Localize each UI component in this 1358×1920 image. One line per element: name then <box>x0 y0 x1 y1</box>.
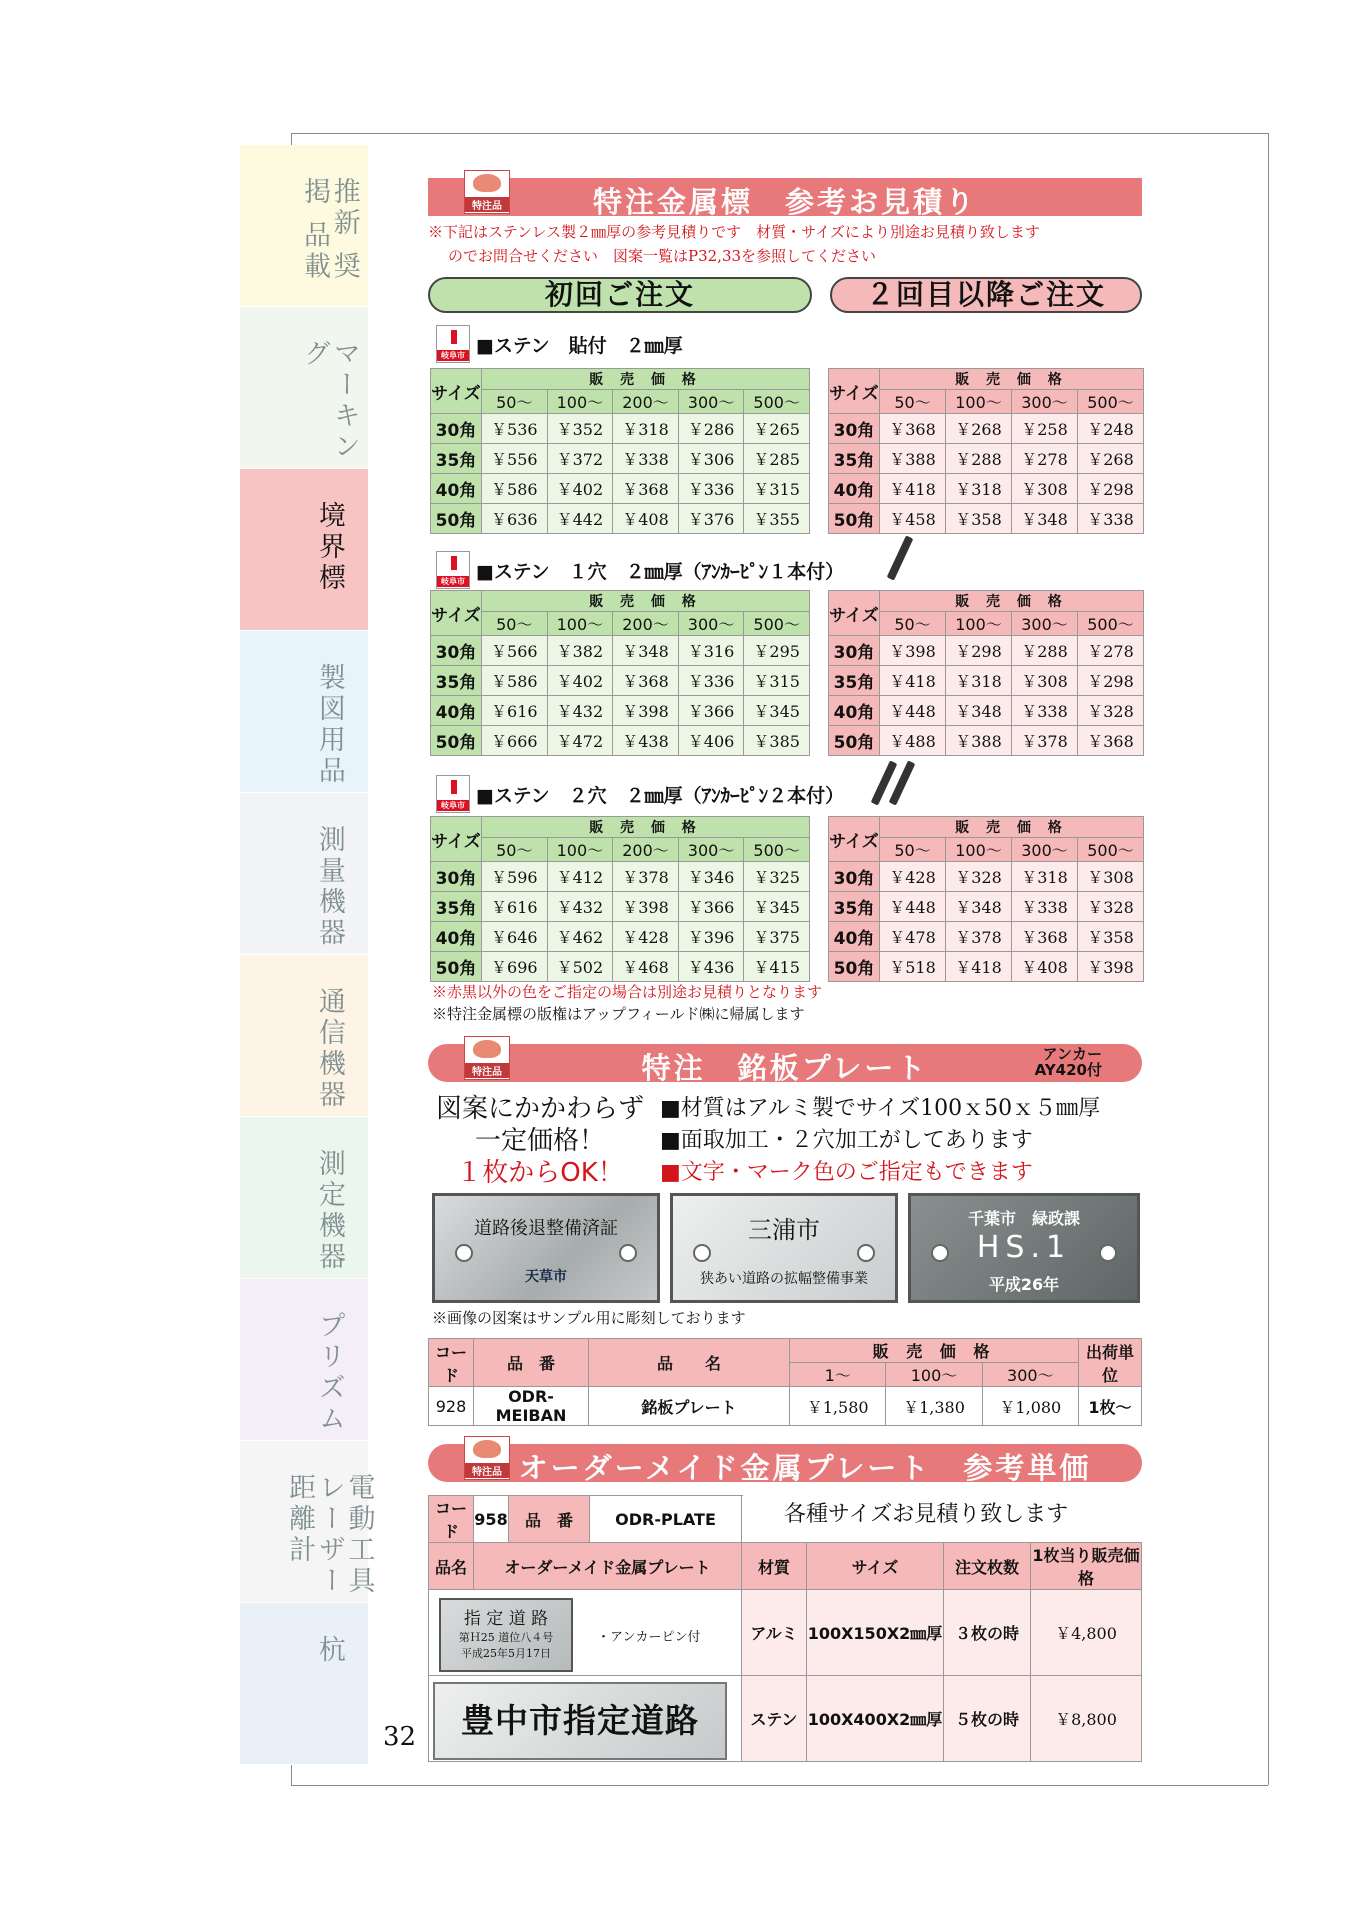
price-cell: ￥295 <box>744 636 810 666</box>
size-header: サイズ <box>829 591 880 636</box>
price-cell: ￥408 <box>1012 952 1078 982</box>
estimate-note: 各種サイズお見積り致します <box>784 1502 1069 1527</box>
quantity-header: 100～ <box>946 390 1012 414</box>
quantity-header: 500～ <box>744 612 810 636</box>
price-cell: ￥376 <box>678 504 744 534</box>
price-header: 販 売 価 格 <box>482 817 810 838</box>
price-cell: ￥328 <box>1078 892 1144 922</box>
price-row <box>829 666 1144 696</box>
price-cell: ￥406 <box>678 726 744 756</box>
price-cell: ￥388 <box>946 726 1012 756</box>
size-cell: 30角 <box>829 414 880 444</box>
order-row-stainless: 豊中市指定道路 ステン 100X400X2㎜厚 ５枚の時 ￥8,800 <box>429 1676 1142 1762</box>
price-cell: ￥285 <box>744 444 810 474</box>
price-cell: ￥378 <box>1012 726 1078 756</box>
quantity-header: 300～ <box>1012 390 1078 414</box>
price-row <box>829 444 1144 474</box>
size-cell: 40角 <box>431 696 482 726</box>
section2-banner <box>428 1044 1142 1085</box>
size-cell: 30角 <box>829 862 880 892</box>
price-cell: ￥318 <box>613 414 679 444</box>
side-tab-9[interactable] <box>240 1603 368 1765</box>
group2-repeat-order-table <box>828 590 1144 756</box>
price-cell: ￥472 <box>547 726 613 756</box>
side-tab-label: 測量機器 <box>313 825 345 949</box>
price-row <box>431 444 810 474</box>
size-cell: 40角 <box>829 922 880 952</box>
price-cell: ￥328 <box>1078 696 1144 726</box>
quantity-header: 50～ <box>880 838 946 862</box>
price-header: 販 売 価 格 <box>482 591 810 612</box>
price-cell: ￥286 <box>678 414 744 444</box>
sample-stainless-plate: 豊中市指定道路 <box>429 1676 742 1762</box>
price-cell: ￥368 <box>613 474 679 504</box>
feature-callout: 図案にかかわらず 一定価格！ １枚からOK！ <box>435 1094 644 1188</box>
price-cell: ￥402 <box>547 666 613 696</box>
group3-heading-text: ■ステン ２穴 ２㎜厚（ｱﾝｶｰﾋﾟﾝ２本付） <box>476 784 845 807</box>
quantity-header: 500～ <box>744 838 810 862</box>
size-cell: 35角 <box>829 666 880 696</box>
price-cell: ￥398 <box>613 696 679 726</box>
side-tab-label: 通信機器 <box>313 987 345 1111</box>
price-cell: ￥308 <box>1078 862 1144 892</box>
price-cell: ￥278 <box>1012 444 1078 474</box>
price-cell: ￥448 <box>880 892 946 922</box>
price-cell: ￥448 <box>880 696 946 726</box>
quantity-header: 300～ <box>1012 838 1078 862</box>
side-tab-label: 製図用品 <box>313 663 345 787</box>
section1-note-line2: のでお問合せください 図案一覧はP32,33を参照してください <box>448 247 877 265</box>
side-tab-4[interactable] <box>240 793 368 955</box>
price-cell: ￥368 <box>613 666 679 696</box>
price-cell: ￥418 <box>880 666 946 696</box>
price-header: 販 売 価 格 <box>880 817 1144 838</box>
size-cell: 50角 <box>431 504 482 534</box>
price-cell: ￥518 <box>880 952 946 982</box>
sample-note: ※画像の図案はサンプル用に彫刻しております <box>432 1309 746 1327</box>
meiban-price-table: コード 品 番 品 名 販 売 価 格 出荷単位 1～ 100～ 300～ 928 ODR-MEIBAN 銘板プレート ￥1,580 ￥1,380 ￥1,080 1枚～ <box>428 1338 1142 1426</box>
price-cell: ￥398 <box>1078 952 1144 982</box>
price-row <box>431 892 810 922</box>
size-cell: 50角 <box>431 952 482 982</box>
price-cell: ￥348 <box>946 696 1012 726</box>
price-cell: ￥442 <box>547 504 613 534</box>
price-cell: ￥348 <box>613 636 679 666</box>
price-cell: ￥288 <box>946 444 1012 474</box>
price-cell: ￥338 <box>1012 892 1078 922</box>
price-cell: ￥616 <box>482 892 548 922</box>
price-cell: ￥368 <box>1012 922 1078 952</box>
price-cell: ￥382 <box>547 636 613 666</box>
price-cell: ￥355 <box>744 504 810 534</box>
price-cell: ￥318 <box>946 666 1012 696</box>
side-tab-2[interactable] <box>240 469 368 631</box>
side-tab-7[interactable] <box>240 1279 368 1441</box>
price-cell: ￥338 <box>1078 504 1144 534</box>
price-cell: ￥308 <box>1012 474 1078 504</box>
price-cell: ￥372 <box>547 444 613 474</box>
group2-first-order-table <box>430 590 810 756</box>
price-cell: ￥298 <box>1078 666 1144 696</box>
size-cell: 50角 <box>829 726 880 756</box>
price-cell: ￥338 <box>1012 696 1078 726</box>
quantity-header: 300～ <box>678 390 744 414</box>
price-cell: ￥306 <box>678 444 744 474</box>
price-header: 販 売 価 格 <box>880 369 1144 390</box>
price-cell: ￥378 <box>613 862 679 892</box>
price-cell: ￥348 <box>946 892 1012 922</box>
price-row <box>431 696 810 726</box>
price-cell: ￥388 <box>880 444 946 474</box>
price-cell: ￥586 <box>482 666 548 696</box>
size-cell: 35角 <box>431 666 482 696</box>
side-tab-label: マーキング <box>299 339 360 463</box>
size-cell: 40角 <box>829 474 880 504</box>
size-cell: 30角 <box>829 636 880 666</box>
price-cell: ￥396 <box>678 922 744 952</box>
price-cell: ￥436 <box>678 952 744 982</box>
price-row <box>829 414 1144 444</box>
repeat-order-pill: ２回目以降ご注文 <box>830 277 1142 313</box>
price-cell: ￥268 <box>1078 444 1144 474</box>
price-cell: ￥696 <box>482 952 548 982</box>
price-cell: ￥278 <box>1078 636 1144 666</box>
price-cell: ￥288 <box>1012 636 1078 666</box>
footnote-copyright: ※特注金属標の版権はアップフィールド㈱に帰属します <box>432 1005 805 1023</box>
price-cell: ￥398 <box>880 636 946 666</box>
size-cell: 35角 <box>431 892 482 922</box>
sample-aluminium-plate: 指 定 道 路 第Ｈ25 道位八４号 平成25年5月17日 ・アンカーピン付 <box>429 1590 742 1676</box>
quantity-header: 100～ <box>946 838 1012 862</box>
price-cell: ￥428 <box>880 862 946 892</box>
stainless-one-hole-icon: 岐阜市 <box>436 551 470 589</box>
price-cell: ￥378 <box>946 922 1012 952</box>
section1-note-line1: ※下記はステンレス製２㎜厚の参考見積りです 材質・サイズにより別途お見積り致します <box>428 223 1040 241</box>
size-header: サイズ <box>431 817 482 862</box>
price-cell: ￥398 <box>613 892 679 922</box>
quantity-header: 200～ <box>613 838 679 862</box>
size-header: サイズ <box>829 369 880 414</box>
section2-title: 特注 銘板プレート <box>641 1051 929 1085</box>
price-cell: ￥418 <box>880 474 946 504</box>
side-tab-8[interactable] <box>240 1441 375 1603</box>
side-tab-label: 杭 <box>313 1635 345 1666</box>
price-row <box>431 636 810 666</box>
price-cell: ￥468 <box>613 952 679 982</box>
price-cell: ￥596 <box>482 862 548 892</box>
quantity-header: 200～ <box>613 390 679 414</box>
price-cell: ￥248 <box>1078 414 1144 444</box>
group2-heading <box>436 551 844 589</box>
price-cell: ￥566 <box>482 636 548 666</box>
quantity-header: 50～ <box>482 838 548 862</box>
sample-plate-amakusa: 道路後退整備済証 天草市 <box>432 1193 660 1303</box>
quantity-header: 100～ <box>946 612 1012 636</box>
price-cell: ￥428 <box>613 922 679 952</box>
price-cell: ￥646 <box>482 922 548 952</box>
footnote-color: ※赤黒以外の色をご指定の場合は別途お見積りとなります <box>432 983 823 1001</box>
section1-banner <box>428 178 1142 219</box>
price-cell: ￥556 <box>482 444 548 474</box>
side-tab-label: 推新 奨掲 品載 <box>299 177 360 283</box>
price-cell: ￥298 <box>1078 474 1144 504</box>
price-cell: ￥358 <box>1078 922 1144 952</box>
page-frame-top <box>291 133 1268 134</box>
price-row <box>829 504 1144 534</box>
quantity-header: 300～ <box>678 838 744 862</box>
order-row-aluminium: 指 定 道 路 第Ｈ25 道位八４号 平成25年5月17日 ・アンカーピン付 アルミ 100X150X2㎜厚 ３枚の時 ￥4,800 <box>429 1590 1142 1676</box>
price-cell: ￥308 <box>1012 666 1078 696</box>
price-cell: ￥408 <box>613 504 679 534</box>
price-cell: ￥438 <box>613 726 679 756</box>
price-cell: ￥318 <box>946 474 1012 504</box>
price-row <box>431 414 810 444</box>
price-row <box>829 474 1144 504</box>
side-tab-6[interactable] <box>240 1117 368 1279</box>
sample-plate-chiba: 千葉市 緑政課 HS.1 平成26年 <box>908 1193 1140 1303</box>
price-cell: ￥265 <box>744 414 810 444</box>
section1-title: 特注金属標 参考お見積り <box>592 185 977 219</box>
quantity-header: 500～ <box>1078 390 1144 414</box>
feature-bullets: ■材質はアルミ製でサイズ100ｘ50ｘ５㎜厚 ■面取加工・２穴加工がしてあります ■文字・マーク色のご指定もできます <box>660 1096 1101 1185</box>
size-cell: 40角 <box>431 474 482 504</box>
quantity-header: 300～ <box>1012 612 1078 636</box>
size-cell: 35角 <box>829 892 880 922</box>
price-cell: ￥488 <box>880 726 946 756</box>
side-tab-5[interactable] <box>240 955 368 1117</box>
price-cell: ￥352 <box>547 414 613 444</box>
quantity-header: 200～ <box>613 612 679 636</box>
size-cell: 30角 <box>431 414 482 444</box>
price-cell: ￥636 <box>482 504 548 534</box>
page-frame-right <box>1268 133 1269 1785</box>
price-cell: ￥586 <box>482 474 548 504</box>
side-tab-label: プリズム <box>313 1311 345 1435</box>
price-cell: ￥415 <box>744 952 810 982</box>
quantity-header: 300～ <box>678 612 744 636</box>
price-cell: ￥402 <box>547 474 613 504</box>
side-tab-list <box>240 145 375 1765</box>
price-cell: ￥458 <box>880 504 946 534</box>
price-cell: ￥666 <box>482 726 548 756</box>
group2-heading-text: ■ステン １穴 ２㎜厚（ｱﾝｶｰﾋﾟﾝ１本付） <box>476 560 845 583</box>
price-row <box>431 922 810 952</box>
sample-plate-miura: 三浦市 狭あい道路の拡幅整備事業 <box>670 1193 898 1303</box>
page-number: 32 <box>383 1722 417 1752</box>
price-cell: ￥346 <box>678 862 744 892</box>
price-cell: ￥366 <box>678 696 744 726</box>
group1-heading-text: ■ステン 貼付 ２㎜厚 <box>476 334 683 357</box>
quantity-header: 100～ <box>547 390 613 414</box>
side-tab-0[interactable] <box>240 145 368 307</box>
price-cell: ￥315 <box>744 474 810 504</box>
size-cell: 30角 <box>431 862 482 892</box>
price-row <box>431 474 810 504</box>
size-header: サイズ <box>431 369 482 414</box>
price-cell: ￥345 <box>744 892 810 922</box>
anchor-pin-icon <box>887 535 914 580</box>
size-cell: 50角 <box>829 504 880 534</box>
price-row <box>431 666 810 696</box>
price-row <box>431 504 810 534</box>
group1-first-order-table <box>430 368 810 534</box>
price-cell: ￥258 <box>1012 414 1078 444</box>
price-row <box>829 892 1144 922</box>
price-cell: ￥336 <box>678 474 744 504</box>
price-cell: ￥268 <box>946 414 1012 444</box>
section3-title: オーダーメイド金属プレート 参考単価 <box>518 1451 1092 1485</box>
quantity-header: 500～ <box>744 390 810 414</box>
price-cell: ￥418 <box>946 952 1012 982</box>
price-row <box>431 952 810 982</box>
quantity-header: 500～ <box>1078 612 1144 636</box>
order-plate-table: コード 958 品 番 ODR-PLATE 品名 オーダーメイド金属プレート 材質 サイズ 注文枚数 1枚当り販売価格 指 定 道 路 第Ｈ25 道位八４号 平成25年5月17日 ・アンカーピン付 アルミ 100X150X2㎜厚 ３枚の時 ￥4,800 豊中市指定道路 ステン 100X400X2㎜厚 ５枚の時 ￥8,800 <box>428 1495 1142 1762</box>
price-cell: ￥298 <box>946 636 1012 666</box>
price-row <box>431 862 810 892</box>
price-cell: ￥328 <box>946 862 1012 892</box>
side-tab-label: 境界標 <box>313 501 345 594</box>
quantity-header: 100～ <box>547 612 613 636</box>
quantity-header: 500～ <box>1078 838 1144 862</box>
page-frame-bottom <box>291 1785 1268 1786</box>
group3-heading <box>436 775 844 813</box>
size-cell: 50角 <box>829 952 880 982</box>
price-cell: ￥338 <box>613 444 679 474</box>
special-order-badge: 特注品 <box>464 1036 510 1080</box>
side-tab-label: 電動工具 レーザー距離計 <box>284 1473 375 1597</box>
stainless-mark-icon: 岐阜市 <box>436 325 470 363</box>
price-cell: ￥536 <box>482 414 548 444</box>
price-cell: ￥432 <box>547 696 613 726</box>
side-tab-label: 測定機器 <box>313 1149 345 1273</box>
size-header: サイズ <box>431 591 482 636</box>
price-cell: ￥432 <box>547 892 613 922</box>
price-cell: ￥358 <box>946 504 1012 534</box>
quantity-header: 100～ <box>547 838 613 862</box>
price-cell: ￥366 <box>678 892 744 922</box>
price-row <box>829 636 1144 666</box>
size-cell: 35角 <box>829 444 880 474</box>
size-cell: 30角 <box>431 636 482 666</box>
price-header: 販 売 価 格 <box>880 591 1144 612</box>
price-row <box>829 952 1144 982</box>
special-order-badge: 特注品 <box>464 170 510 214</box>
price-cell: ￥345 <box>744 696 810 726</box>
quantity-header: 50～ <box>482 612 548 636</box>
price-cell: ￥375 <box>744 922 810 952</box>
quantity-header: 50～ <box>880 612 946 636</box>
size-header: サイズ <box>829 817 880 862</box>
group3-first-order-table <box>430 816 810 982</box>
side-tab-1[interactable] <box>240 307 368 469</box>
price-cell: ￥325 <box>744 862 810 892</box>
size-cell: 40角 <box>829 696 880 726</box>
price-row <box>829 696 1144 726</box>
price-cell: ￥318 <box>1012 862 1078 892</box>
group1-heading <box>436 325 683 363</box>
stainless-two-hole-icon: 岐阜市 <box>436 775 470 813</box>
quantity-header: 50～ <box>482 390 548 414</box>
size-cell: 35角 <box>431 444 482 474</box>
price-cell: ￥368 <box>880 414 946 444</box>
price-row <box>829 922 1144 952</box>
price-cell: ￥478 <box>880 922 946 952</box>
group1-repeat-order-table <box>828 368 1144 534</box>
price-cell: ￥316 <box>678 636 744 666</box>
group3-repeat-order-table <box>828 816 1144 982</box>
special-order-badge: 特注品 <box>464 1436 510 1480</box>
price-row <box>431 726 810 756</box>
section3-banner <box>428 1444 1142 1485</box>
price-cell: ￥502 <box>547 952 613 982</box>
quantity-header: 50～ <box>880 390 946 414</box>
price-cell: ￥348 <box>1012 504 1078 534</box>
price-row <box>829 862 1144 892</box>
price-row <box>829 726 1144 756</box>
price-cell: ￥385 <box>744 726 810 756</box>
side-tab-3[interactable] <box>240 631 368 793</box>
price-cell: ￥462 <box>547 922 613 952</box>
price-cell: ￥616 <box>482 696 548 726</box>
meiban-row: 928 ODR-MEIBAN 銘板プレート ￥1,580 ￥1,380 ￥1,080 1枚～ <box>429 1387 1142 1426</box>
anchor-label: アンカー AY420付 <box>1034 1045 1102 1079</box>
price-header: 販 売 価 格 <box>482 369 810 390</box>
size-cell: 50角 <box>431 726 482 756</box>
price-cell: ￥412 <box>547 862 613 892</box>
price-cell: ￥336 <box>678 666 744 696</box>
price-cell: ￥368 <box>1078 726 1144 756</box>
price-cell: ￥315 <box>744 666 810 696</box>
size-cell: 40角 <box>431 922 482 952</box>
first-order-pill: 初回ご注文 <box>428 277 812 313</box>
